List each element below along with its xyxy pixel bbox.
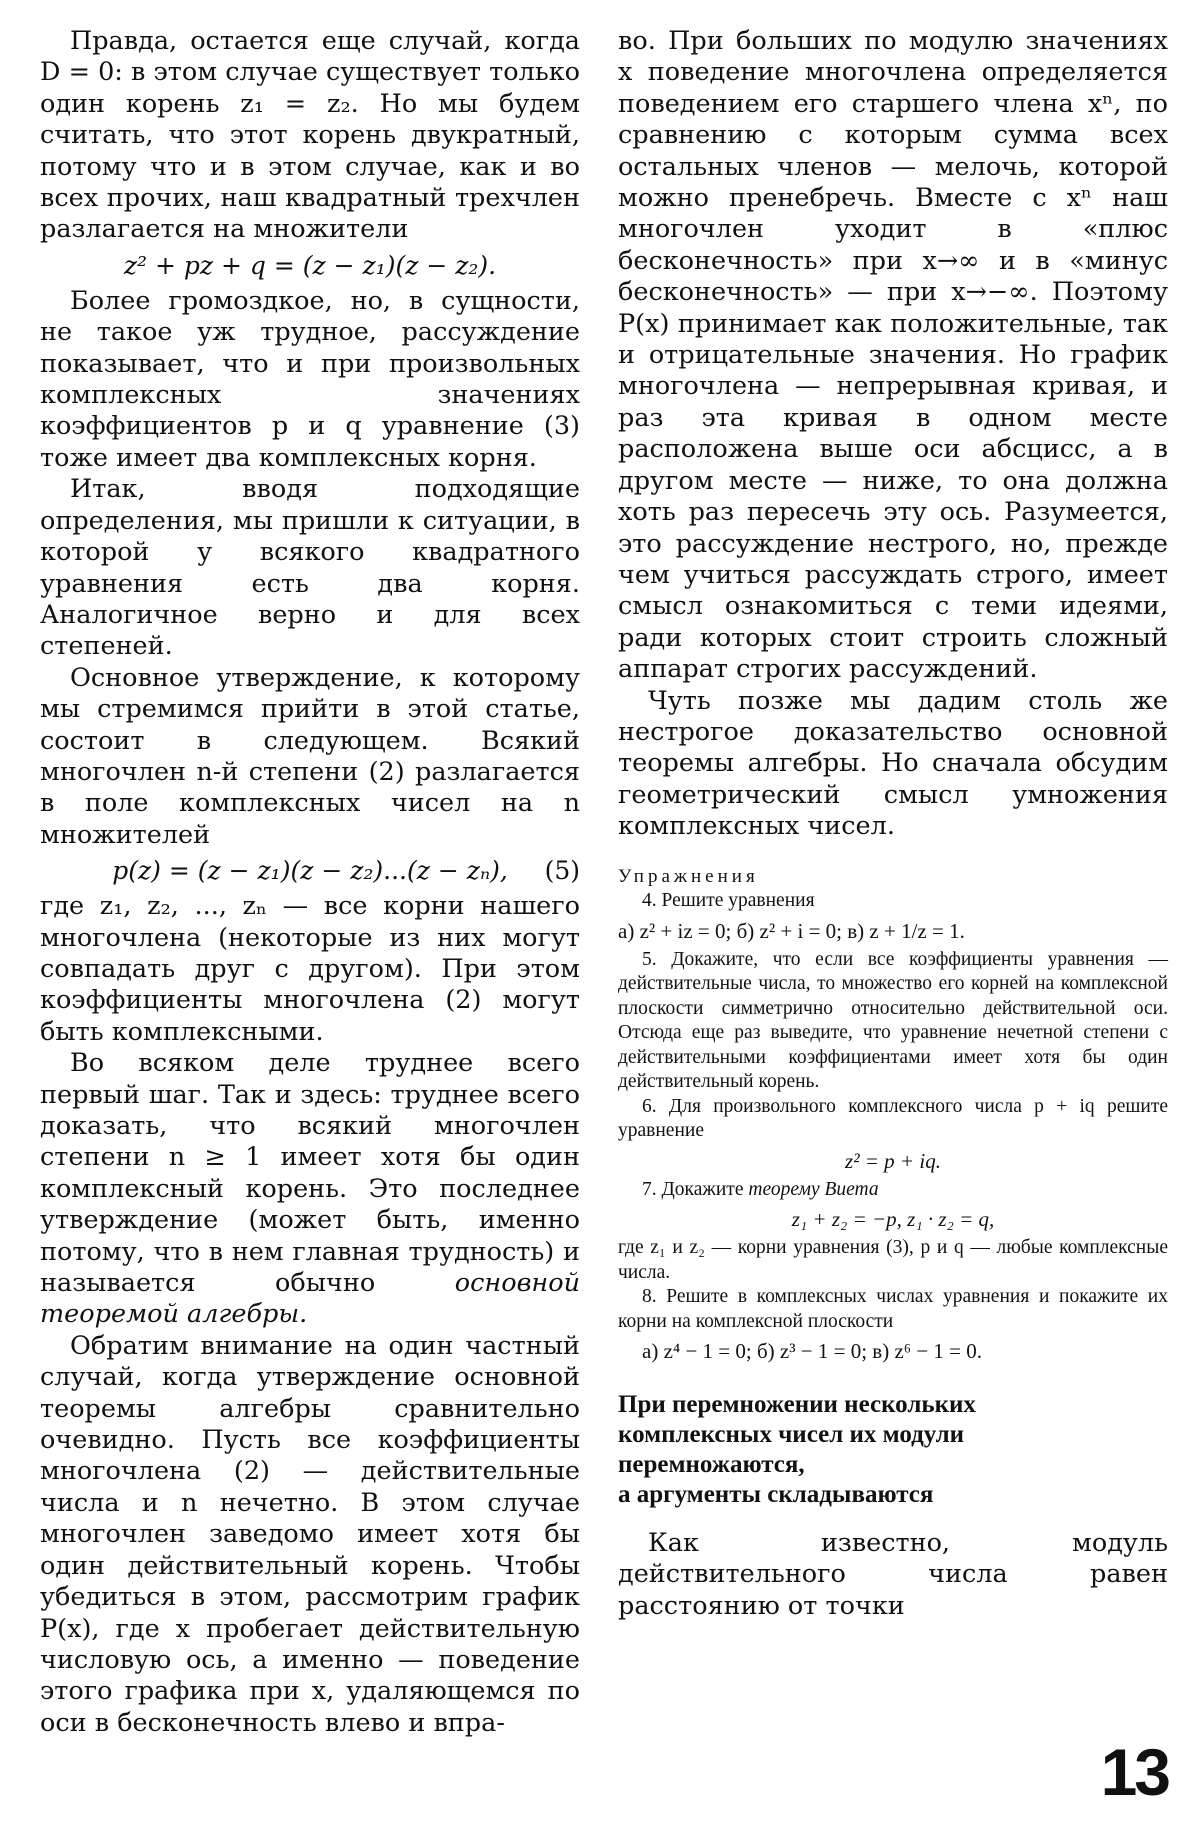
paragraph	[40, 1048, 580, 1331]
theorem-name: теорему Виета	[748, 1178, 879, 1200]
heading-line: комплексных чисел их модули	[618, 1421, 965, 1449]
exercise-8-equations: а) z⁴ − 1 = 0; б) z³ − 1 = 0; в) z⁶ − 1 = 0.	[642, 1339, 983, 1364]
exercise-text: 7. Докажите	[642, 1178, 749, 1200]
exercises-title: Упражнения	[618, 865, 759, 887]
heading-line: а аргументы складываются	[618, 1481, 934, 1509]
exercise-7	[618, 1178, 1168, 1203]
formula-polynomial-factorization	[40, 851, 580, 891]
exercise-5: 5. Докажите, что если все коэффициенты уравнения — действительные числа, то множество его корней на комплексной плоскости симметрично относительно действительной оси. Отсюда еще раз выведите, что уравнение нечетной степени с действительными коэффициентами имеет хотя бы один действительный корень.	[618, 948, 1168, 1093]
exercise-8: 8. Решите в комплексных числах уравнения и покажите их корни на комплексной плоскости	[618, 1286, 1168, 1332]
paragraph: Основное утверждение, к которому мы стремимся прийти в этой статье, состоит в следующем. Всякий многочлен n-й степени (2) разлагается в поле комплексных чисел на n множителей	[40, 662, 580, 850]
emphasis-term: основной теоремой алгебры.	[40, 1268, 580, 1330]
equation-number: (5)	[544, 856, 580, 886]
exercise-4-equations: а) z² + iz = 0; б) z² + i = 0; в) z + 1/z = 1.	[618, 918, 965, 943]
paragraph: Обратим внимание на один частный случай, когда утверждение основной теоремы алгебры сравнительно очевидно. Пусть все коэффициенты многочлена (2) — действительные числа и n нечетно. В этом случае многочлен заведомо имеет хотя бы один действительный корень. Чтобы убедиться в этом, рассмотрим график P(x), где x пробегает действительную числовую ось, а именно — поведение этого графика при x, удаляющемся по оси в бесконечность влево и впра-	[40, 1330, 580, 1738]
left-column	[40, 26, 580, 1739]
section-heading	[618, 1390, 1168, 1510]
paragraph-text: Во всяком деле труднее всего первый шаг. Так и здесь: труднее всего доказать, что всякий многочлен степени n ≥ 1 имеет хотя бы один комплексный корень. Это последнее утверждение (может быть, именно потому, что в нем главная трудность) и называется обычно	[40, 1048, 580, 1299]
heading-line: При перемножении нескольких	[618, 1391, 976, 1419]
exercise-7-equation: z₁ + z₂ = −p, z₁ · z₂ = q,	[791, 1207, 995, 1232]
exercise-6: 6. Для произвольного комплексного числа p + iq решите уравнение	[618, 1095, 1168, 1142]
right-column	[618, 26, 1168, 1622]
formula-text: p(z) = (z − z₁)(z − z₂)...(z − zₙ),	[112, 856, 508, 886]
exercise-4: 4. Решите уравнения	[642, 890, 815, 912]
paragraph: где z₁, z₂, ..., zₙ — все корни нашего многочлена (некоторые из них могут совпадать друг с другом). При этом коэффициенты многочлена (2) могут быть комплексными.	[40, 891, 580, 1047]
formula-quadratic-factorization: z² + pz + q = (z − z₁)(z − z₂).	[123, 250, 497, 280]
paragraph: Итак, вводя подходящие определения, мы пришли к ситуации, в которой у всякого квадратного уравнения есть два корня. Аналогичное верно и для всех степеней.	[40, 474, 580, 662]
paragraph: Как известно, модуль действительного числа равен расстоянию от точки	[618, 1528, 1168, 1621]
exercise-6-equation: z² = p + iq.	[845, 1148, 941, 1173]
exercises-block	[618, 865, 1168, 1369]
paragraph: Правда, остается еще случай, когда D = 0: в этом случае существует только один корень z₁ = z₂. Но мы будем считать, что этот корень двукратный, потому что и в этом случае, как и во всех прочих, наш квадратный трехчлен разлагается на множители	[40, 26, 580, 245]
page-number: 13	[1100, 1735, 1168, 1809]
heading-line: перемножаются,	[618, 1451, 805, 1479]
paragraph: Более громоздкое, но, в сущности, не такое уж трудное, рассуждение показывает, что и при произвольных комплексных значениях коэффициентов p и q уравнение (3) тоже имеет два комплексных корня.	[40, 285, 580, 473]
exercise-7-note: где z₁ и z₂ — корни уравнения (3), p и q — любые комплексные числа.	[618, 1237, 1168, 1283]
paragraph: Чуть позже мы дадим столь же нестрогое доказательство основной теоремы алгебры. Но сначала обсудим геометрический смысл умножения комплексных чисел.	[618, 685, 1168, 842]
paragraph: во. При больших по модулю значениях x поведение многочлена определяется поведением его старшего члена xⁿ, по сравнению с которым сумма всех остальных членов — мелочь, которой можно пренебречь. Вместе с xⁿ наш многочлен уходит в «плюс бесконечность» при x→∞ и в «минус бесконечность» — при x→−∞. Поэтому P(x) принимает как положительные, так и отрицательные значения. Но график многочлена — непрерывная кривая, и раз эта кривая в одном месте расположена выше оси абсцисс, а в другом месте — ниже, то она должна хоть раз пересечь эту ось. Разумеется, это рассуждение нестрого, но, прежде чем учиться рассуждать строго, имеет смысл ознакомиться с теми идеями, ради которых стоит строить сложный аппарат строгих рассуждений.	[618, 26, 1168, 685]
